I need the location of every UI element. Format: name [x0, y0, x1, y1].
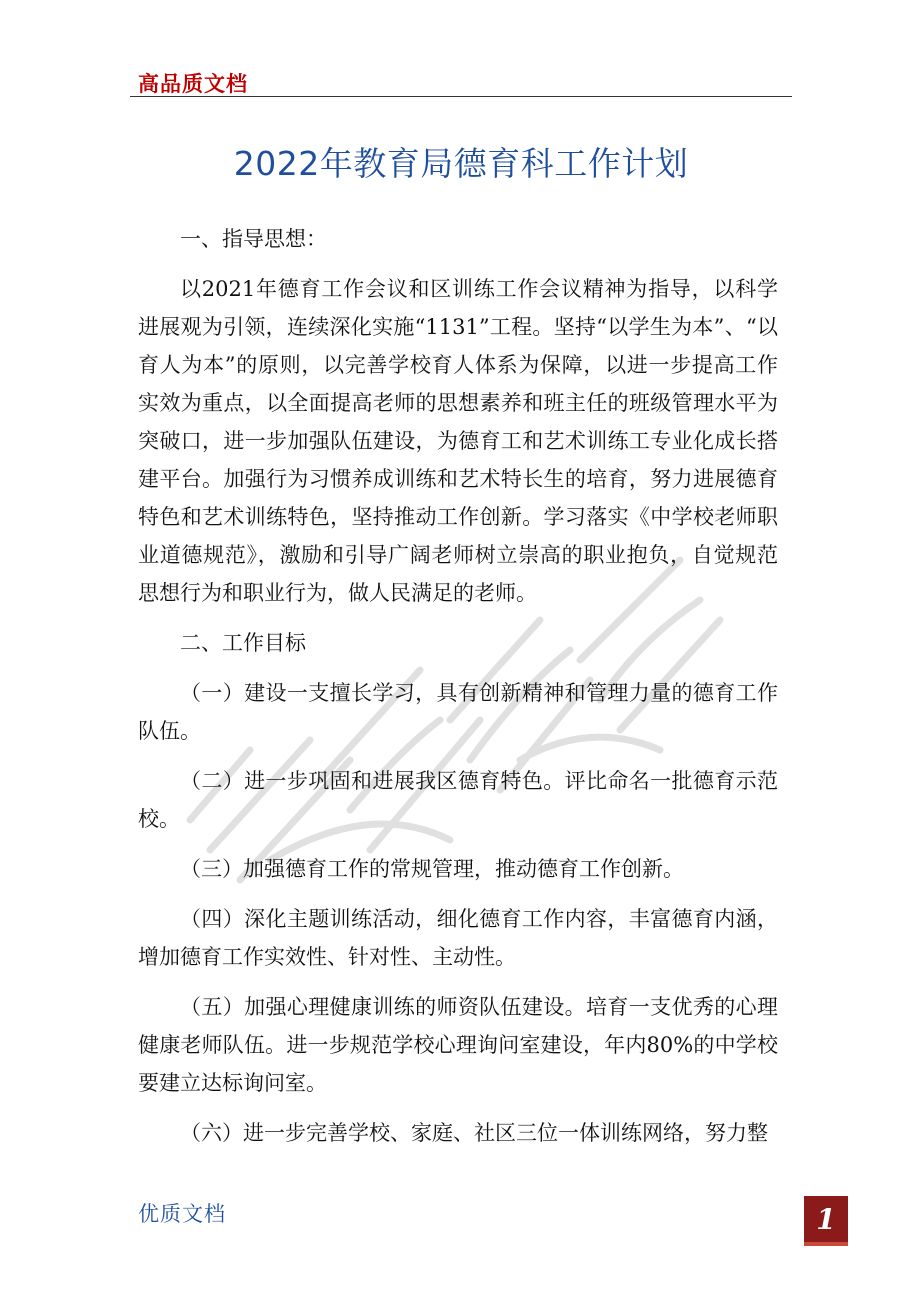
goal-item-3: （三）加强德育工作的常规管理，推动德育工作创新。 [180, 857, 684, 881]
paragraph-guiding-ideology: 以2021年德育工作会议和区训练工作会议精神为指导，以科学进展观为引领，连续深化实施“1131”工程。坚持“以学生为本”、“以育人为本”的原则，以完善学校育人体系为保障，以进一步提高工作实效为重点，以全面提高老师的思想素养和班主任的班级管理水平为突破口，进一步加强队伍建设，为德育工和艺术训练工专业化成长搭建平台。加强行为习惯养成训练和艺术特长生的培育，努力进展德育特色和艺术训练特色，坚持推动工作创新。学习落实《中学校老师职业道德规范》，激励和引导广阔老师树立崇高的职业抱负，自觉规范思想行为和职业行为，做人民满足的老师。 [138, 277, 778, 605]
goal-item-1: （一）建设一支擅长学习，具有创新精神和管理力量的德育工作队伍。 [138, 681, 778, 743]
document-title: 2022年教育局德育科工作计划 [233, 144, 689, 183]
page-number-badge [804, 1196, 848, 1246]
footer-label: 优质文档 [138, 1202, 226, 1226]
page-number: 1 [816, 1202, 836, 1236]
header-label: 高品质文档 [138, 72, 248, 96]
goal-item-2: （二）进一步巩固和进展我区德育特色。评比命名一批德育示范校。 [138, 769, 778, 831]
goal-item-6: （六）进一步完善学校、家庭、社区三位一体训练网络，努力整 [180, 1121, 768, 1145]
section-heading-work-goals: 二、工作目标 [180, 631, 306, 655]
header-divider [130, 96, 792, 97]
goal-item-4: （四）深化主题训练活动，细化德育工作内容，丰富德育内涵，增加德育工作实效性、针对性、主动性。 [138, 907, 778, 969]
goal-item-5: （五）加强心理健康训练的师资队伍建设。培育一支优秀的心理健康老师队伍。进一步规范学校心理询问室建设，年内80%的中学校要建立达标询问室。 [138, 995, 778, 1095]
document-body [138, 220, 778, 1164]
section-heading-guiding-ideology: 一、指导思想： [180, 227, 327, 251]
